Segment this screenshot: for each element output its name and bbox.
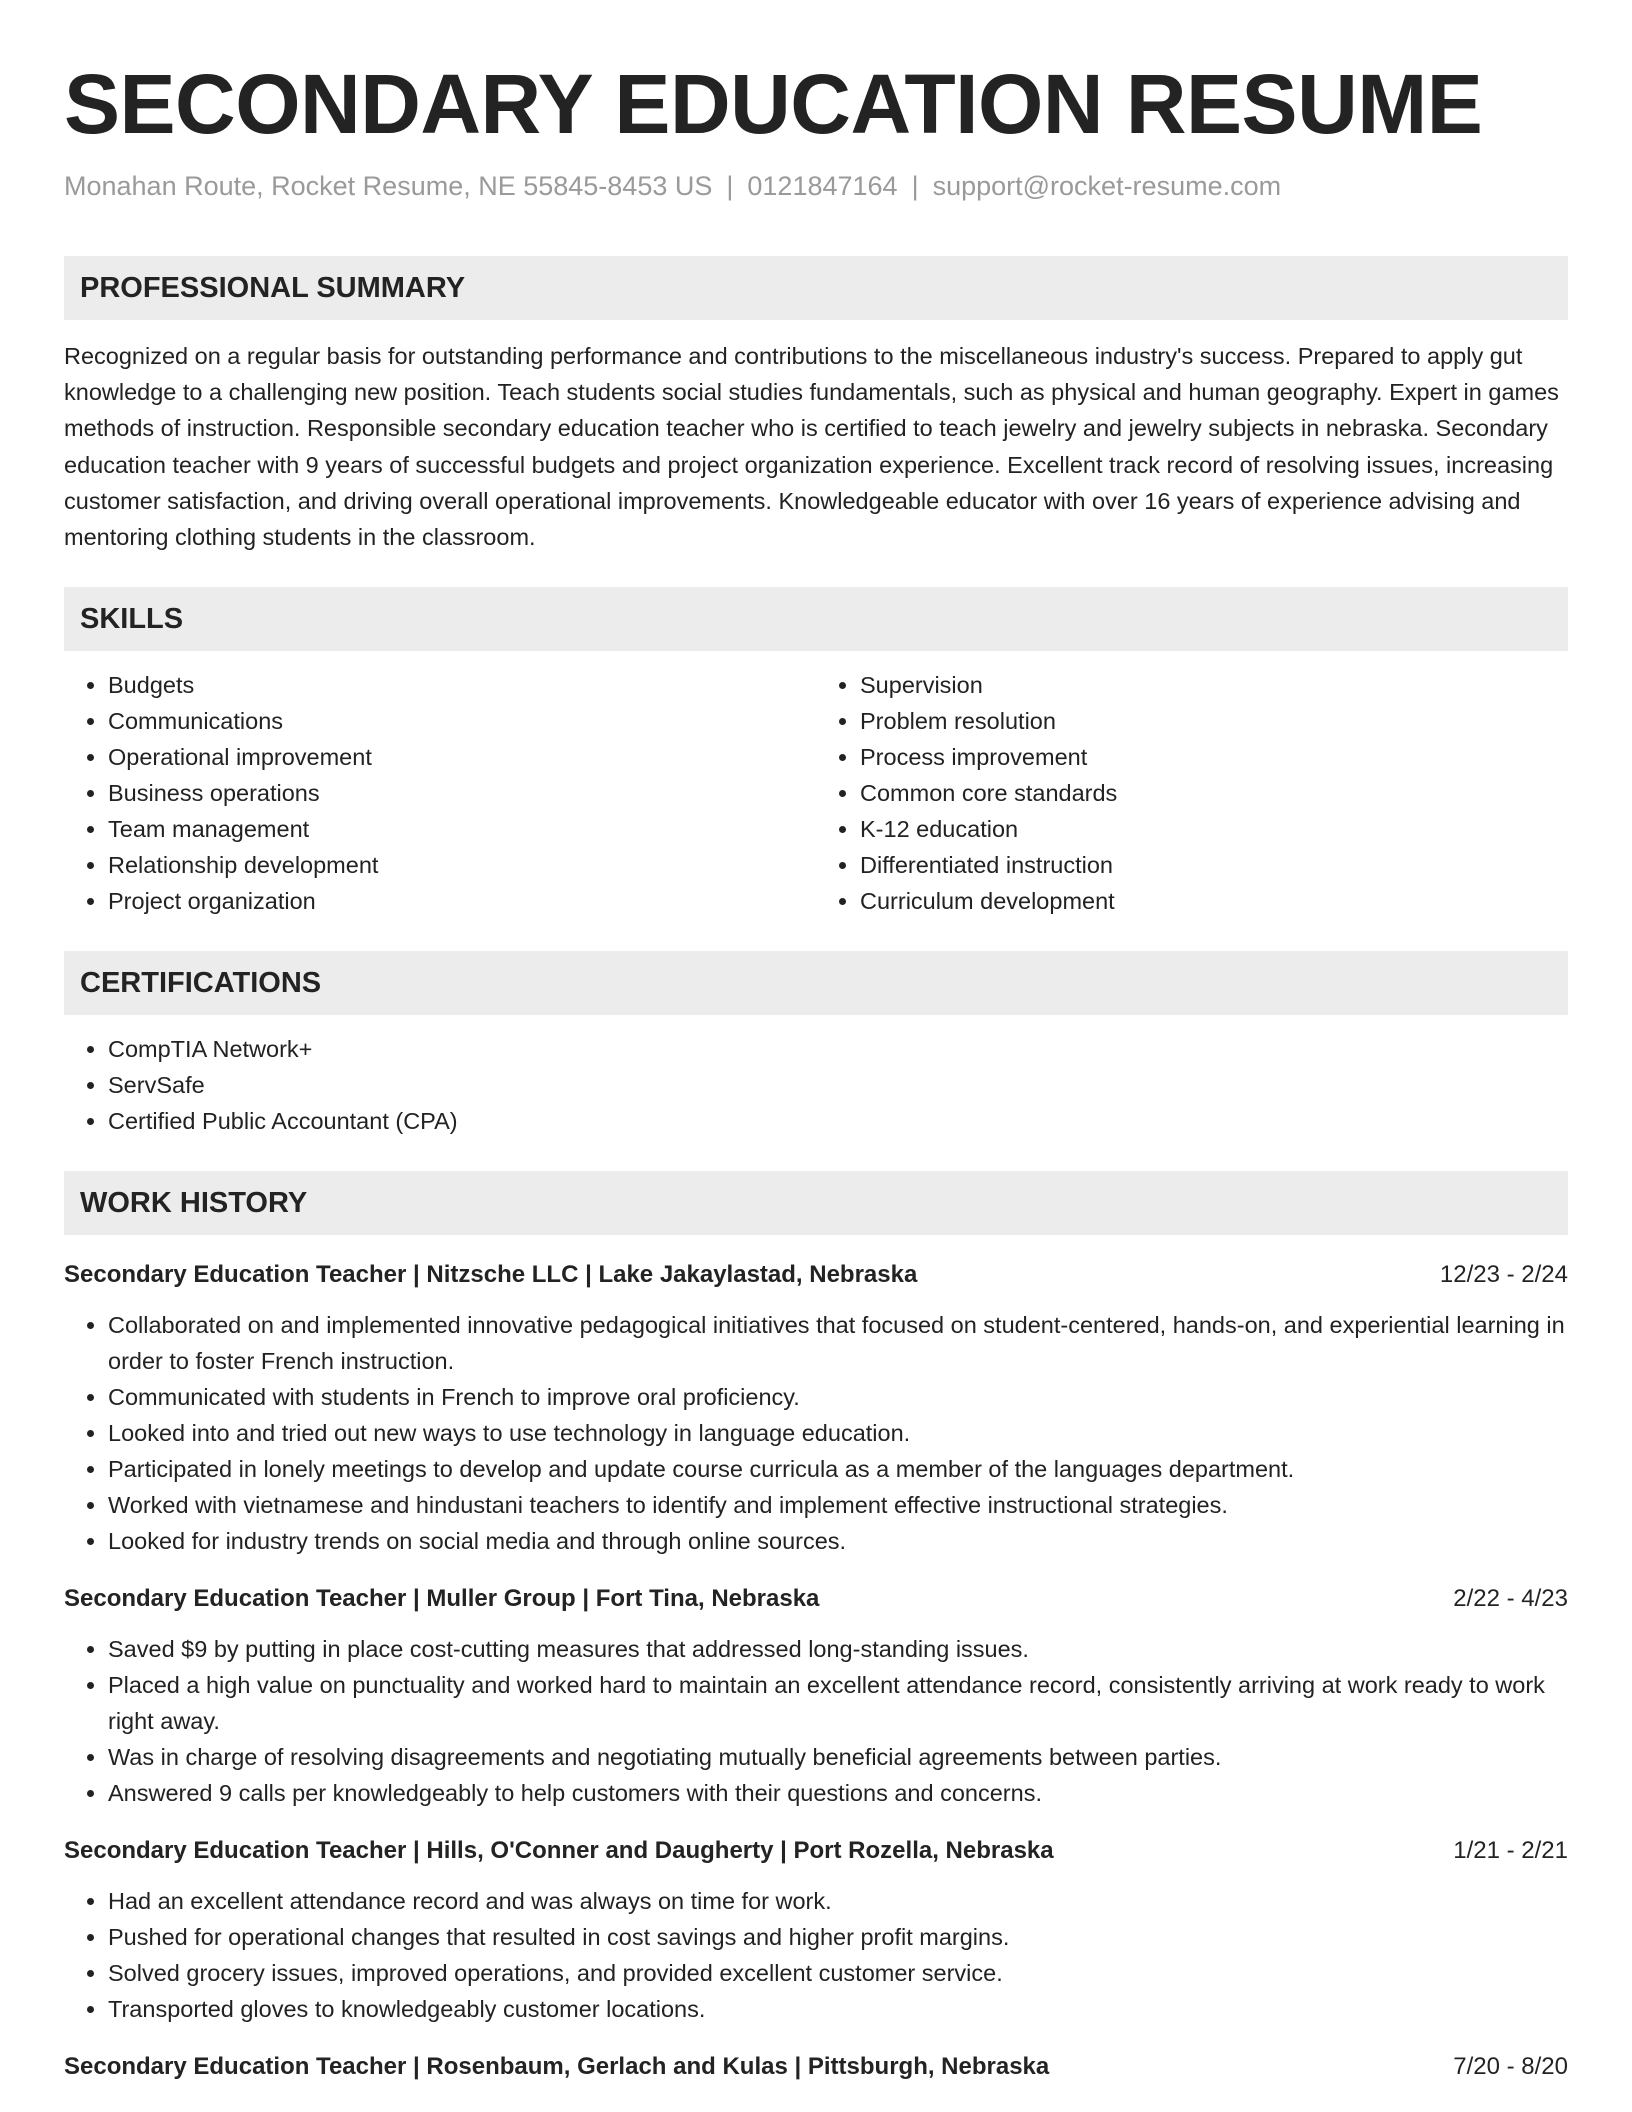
skills-grid: [64, 651, 1568, 919]
certifications-heading: CERTIFICATIONS: [64, 951, 1568, 1015]
skill-item: • Team management: [108, 811, 816, 847]
certification-item: • Certified Public Accountant (CPA): [108, 1103, 1568, 1139]
contact-line: [64, 168, 1568, 204]
job-bullet: • Placed a high value on punctuality and worked hard to maintain an excellent attendance record, consistently arriving at work ready to work right away.: [108, 1667, 1568, 1739]
skills-list-left: [64, 667, 816, 919]
job-header: [64, 2049, 1568, 2085]
job-title: Secondary Education Teacher | Nitzsche LLC | Lake Jakaylastad, Nebraska: [64, 1261, 918, 1289]
skills-list-right: [816, 667, 1568, 919]
job-dates: 12/23 - 2/24: [1439, 1261, 1568, 1289]
skills-heading: SKILLS: [64, 587, 1568, 651]
job-dates: 1/21 - 2/21: [1453, 1837, 1568, 1865]
resume-content: [64, 54, 1568, 2085]
resume-title: SECONDARY EDUCATION RESUME: [64, 57, 1483, 151]
job-dates: 7/20 - 8/20: [1453, 2053, 1568, 2081]
job-header: [64, 1833, 1568, 1869]
certifications-list: [64, 1031, 1568, 1139]
skill-item: • Business operations: [108, 775, 816, 811]
skill-item: • Supervision: [860, 667, 1568, 703]
job-bullet: • Collaborated on and implemented innovative pedagogical initiatives that focused on student-centered, hands-on, and experiential learning in order to foster French instruction.: [108, 1307, 1568, 1379]
job-entry: [64, 1581, 1568, 1811]
skill-item: • Project organization: [108, 883, 816, 919]
job-bullet: • Had an excellent attendance record and was always on time for work.: [108, 1883, 1568, 1919]
job-bullet: • Worked with vietnamese and hindustani teachers to identify and implement effective instructional strategies.: [108, 1487, 1568, 1523]
certifications-section: [64, 951, 1568, 1139]
contact-address: Monahan Route, Rocket Resume, NE 55845-8453 US: [64, 171, 713, 201]
job-bullets: [64, 1631, 1568, 1811]
skill-item: • Common core standards: [860, 775, 1568, 811]
job-bullet: • Saved $9 by putting in place cost-cutting measures that addressed long-standing issues.: [108, 1631, 1568, 1667]
contact-separator: |: [726, 171, 734, 201]
skill-item: • Differentiated instruction: [860, 847, 1568, 883]
job-bullet: • Looked into and tried out new ways to use technology in language education.: [108, 1415, 1568, 1451]
job-title: Secondary Education Teacher | Hills, O'Conner and Daugherty | Port Rozella, Nebraska: [64, 1837, 1054, 1865]
skill-item: • Problem resolution: [860, 703, 1568, 739]
job-bullets: [64, 1307, 1568, 1559]
summary-text: Recognized on a regular basis for outstanding performance and contributions to the miscellaneous industry's success. Prepared to apply gut knowledge to a challenging new position. Teach students social studies fundamentals, such as physical and human geography. Expert in games methods of instruction. Responsible secondary education teacher who is certified to teach jewelry and jewelry subjects in nebraska. Secondary education teacher with 9 years of successful budgets and project organization experience. Excellent track record of resolving issues, increasing customer satisfaction, and driving overall operational improvements. Knowledgeable educator with over 16 years of experience advising and mentoring clothing students in the classroom.: [64, 343, 1559, 551]
work-history-heading: WORK HISTORY: [64, 1171, 1568, 1235]
work-history-section: [64, 1171, 1568, 2085]
job-dates: 2/22 - 4/23: [1453, 1585, 1568, 1613]
job-bullet: • Answered 9 calls per knowledgeably to help customers with their questions and concerns.: [108, 1775, 1568, 1811]
job-entry: [64, 1833, 1568, 2027]
job-header: [64, 1257, 1568, 1293]
job-bullet: • Communicated with students in French to improve oral proficiency.: [108, 1379, 1568, 1415]
skill-item: • Communications: [108, 703, 816, 739]
job-entry: [64, 2049, 1568, 2085]
skill-item: • Process improvement: [860, 739, 1568, 775]
job-bullets: [64, 1883, 1568, 2027]
skill-item: • Relationship development: [108, 847, 816, 883]
skill-item: • Curriculum development: [860, 883, 1568, 919]
skill-item: • Operational improvement: [108, 739, 816, 775]
job-header: [64, 1581, 1568, 1617]
job-entry: [64, 1257, 1568, 1559]
contact-email: support@rocket-resume.com: [932, 171, 1282, 201]
contact-phone: 0121847164: [747, 171, 898, 201]
certification-item: • ServSafe: [108, 1067, 1568, 1103]
job-bullet: • Solved grocery issues, improved operations, and provided excellent customer service.: [108, 1955, 1568, 1991]
skills-section: [64, 587, 1568, 919]
certification-item: • CompTIA Network+: [108, 1031, 1568, 1067]
job-bullet: • Was in charge of resolving disagreements and negotiating mutually beneficial agreements between parties.: [108, 1739, 1568, 1775]
skill-item: • K-12 education: [860, 811, 1568, 847]
job-bullet: • Looked for industry trends on social media and through online sources.: [108, 1523, 1568, 1559]
summary-heading: PROFESSIONAL SUMMARY: [64, 256, 1568, 320]
skill-item: • Budgets: [108, 667, 816, 703]
contact-separator: |: [911, 171, 919, 201]
job-bullet: • Transported gloves to knowledgeably customer locations.: [108, 1991, 1568, 2027]
job-bullet: • Participated in lonely meetings to develop and update course curricula as a member of the languages department.: [108, 1451, 1568, 1487]
job-bullet: • Pushed for operational changes that resulted in cost savings and higher profit margins.: [108, 1919, 1568, 1955]
job-title: Secondary Education Teacher | Muller Group | Fort Tina, Nebraska: [64, 1585, 820, 1613]
job-title: Secondary Education Teacher | Rosenbaum, Gerlach and Kulas | Pittsburgh, Nebraska: [64, 2053, 1050, 2081]
